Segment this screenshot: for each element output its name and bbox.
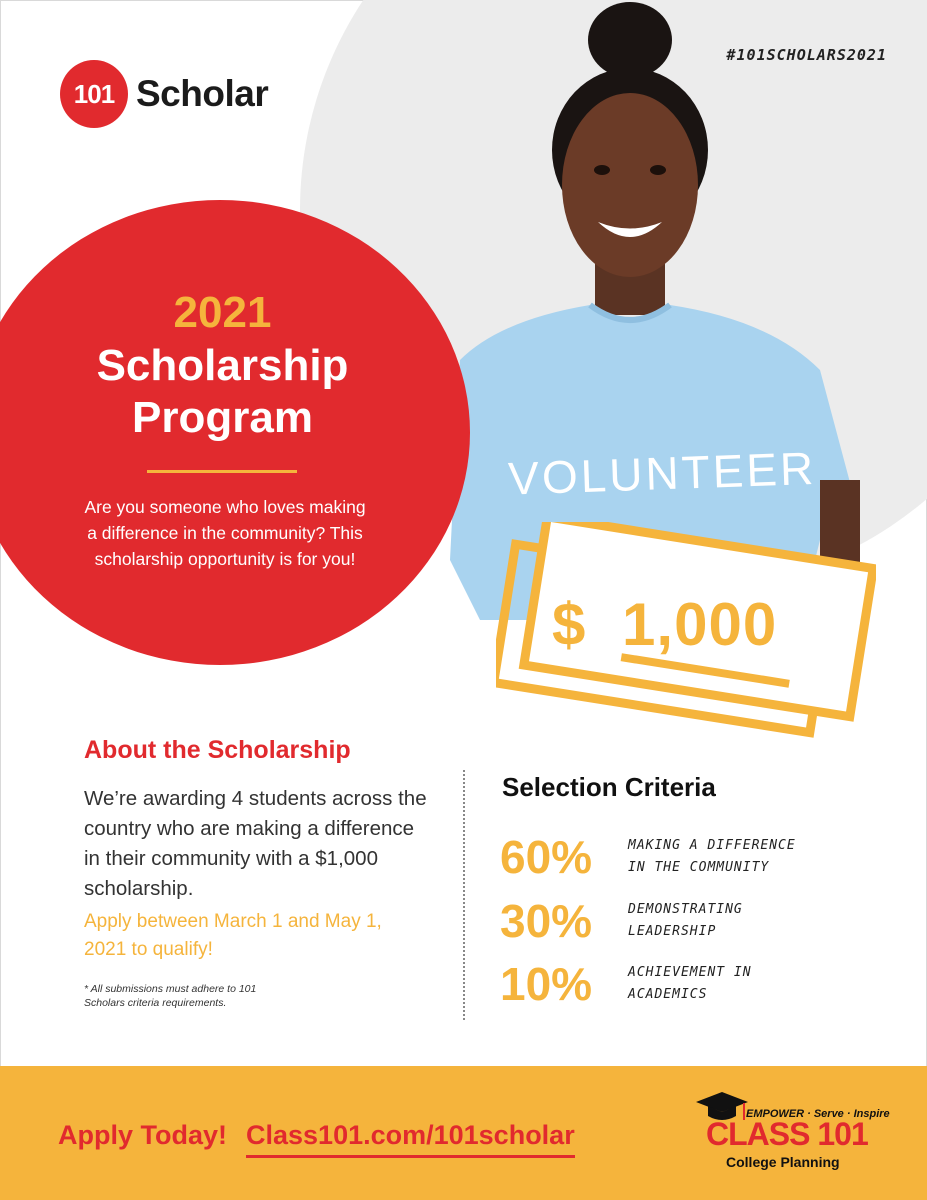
cheque-amount [552,590,777,659]
criteria-heading: Selection Criteria [502,772,716,802]
class101-logo [692,1090,890,1170]
apply-today-label: Apply Today! [58,1120,228,1150]
program-intro: Are you someone who loves making a difference in the community? This scholarship opportunity is for you! [84,497,366,569]
footnote: * All submissions must adhere to 101 Scholars criteria requirements. [84,983,257,1009]
amount-symbol: $ [552,591,587,658]
brand-subtitle: College Planning [726,1154,840,1170]
criteria-item [500,894,818,948]
scholarship-url-link[interactable]: Class101.com/101scholar [246,1120,575,1158]
brand-tagline: EMPOWER · Serve · Inspire [746,1108,890,1120]
program-year: 2021 [173,288,272,337]
criteria-label: MAKING A DIFFERENCE IN THE COMMUNITY [628,838,796,875]
column-divider [463,770,465,1020]
criteria-percent: 30% [500,895,593,947]
hashtag: #101SCHOLARS2021 [726,46,887,64]
logo-word: Scholar [136,73,269,114]
criteria-percent: 10% [500,958,593,1010]
criteria-item [500,830,818,884]
program-title-line1: Scholarship [96,341,349,390]
amount-value: 1,000 [622,591,778,658]
criteria-percent: 60% [500,831,593,883]
logo-badge: 101 [60,60,128,128]
criteria-label: DEMONSTRATING LEADERSHIP [628,902,743,939]
criteria-label: ACHIEVEMENT IN ACADEMICS [628,965,752,1002]
about-body: We’re awarding 4 students across the country who are making a difference in their community with a $1,000 scholarship. [84,787,427,900]
shirt-text: VOLUNTEER [507,441,818,505]
scholar-logo [60,60,268,128]
about-heading: About the Scholarship [84,736,351,764]
apply-window: Apply between March 1 and May 1, 2021 to qualify! [84,911,382,960]
title-divider [147,470,297,473]
criteria-item [500,957,818,1011]
program-title [0,340,445,444]
program-title-line2: Program [132,393,313,442]
brand-name: CLASS 101 [706,1116,868,1152]
